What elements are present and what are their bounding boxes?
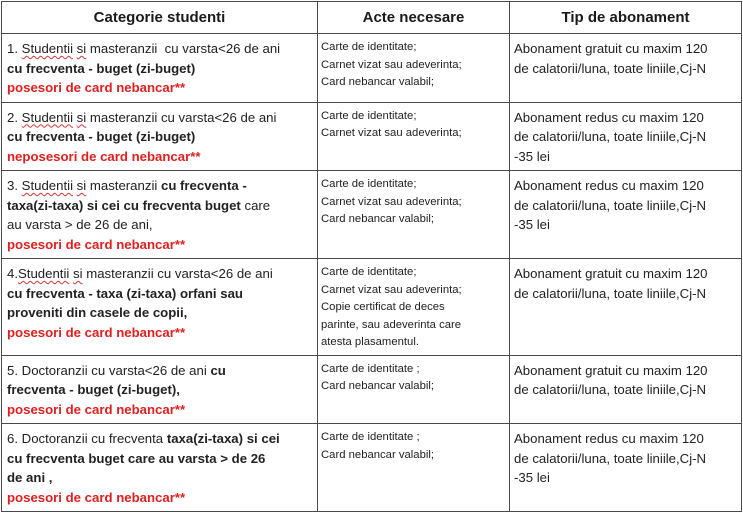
document-item: parinte, sau adeverinta care (321, 318, 462, 331)
category-text: masteranzii cu varsta<26 de ani (89, 41, 281, 56)
card-status-text: neposesori de card nebancar** (7, 148, 201, 164)
document-item: Carnet vizat sau adeverinta; (321, 127, 462, 139)
student-subscription-table (1, 1, 742, 512)
document-item: Carte de identitate; (321, 41, 417, 53)
category-text: masteranzii (89, 178, 158, 193)
header-documents: Acte necesare (318, 2, 510, 34)
document-item: Card nebancar valabil; (321, 380, 435, 392)
card-status-text: posesori de card nebancar** (7, 236, 186, 252)
category-text: Doctoranzii cu frecventa (21, 431, 164, 446)
category-bold-text: cu frecventa - taxa (zi-taxa) orfani sau (7, 285, 243, 301)
category-text: care (244, 197, 271, 213)
category-bold-text: taxa(zi-taxa) si cei (166, 431, 280, 446)
category-text: si (76, 109, 87, 125)
table-row (2, 34, 742, 103)
documents-cell (318, 259, 510, 356)
subscription-line: de calatorii/luna, toate liniile,Cj-N (514, 285, 707, 301)
document-item: atesta plasamentul. (321, 336, 419, 348)
category-cell (2, 424, 318, 512)
subscription-cell (510, 259, 742, 356)
document-item: Carte de identitate ; (321, 362, 420, 375)
row-number: 4. (7, 266, 18, 281)
subscription-line: -35 lei (514, 217, 550, 232)
category-text: si (73, 266, 83, 281)
table-row (2, 171, 742, 259)
documents-cell (318, 102, 510, 171)
category-cell (2, 102, 318, 171)
subscription-line: de calatorii/luna, toate liniile,Cj-N (514, 129, 707, 144)
category-text: masteranzii cu varsta<26 de ani (86, 266, 273, 281)
category-cell (2, 355, 318, 424)
subscription-line: Abonament gratuit cu maxim 120 (514, 266, 708, 281)
category-text: au varsta > de 26 de ani, (7, 217, 153, 232)
category-cell (2, 34, 318, 103)
document-item: Carte de identitate; (321, 266, 417, 278)
document-item: Carnet vizat sau adeverinta; (321, 283, 462, 296)
document-item: Carte de identitate; (321, 178, 417, 190)
row-number: 2. (7, 109, 18, 125)
card-status-text: posesori de card nebancar** (7, 489, 186, 505)
category-text: Studentii (18, 266, 70, 281)
row-number: 6. (7, 431, 18, 446)
subscription-cell (510, 355, 742, 424)
category-bold-text: proveniti din casele de copii, (7, 305, 188, 320)
table-row (2, 102, 742, 171)
row-number: 5. (7, 362, 18, 378)
subscription-line: de calatorii/luna, toate liniile,Cj-N (514, 197, 707, 213)
document-item: Carte de identitate ; (321, 431, 420, 443)
subscription-line: -35 lei (514, 148, 550, 164)
category-text: Doctoranzii cu varsta<26 de ani (21, 362, 207, 378)
category-bold-text: cu frecventa - (160, 178, 247, 193)
category-bold-text: cu (210, 362, 226, 378)
header-subscription: Tip de abonament (510, 2, 742, 34)
subscription-cell (510, 34, 742, 103)
document-item: Carnet vizat sau adeverinta; (321, 195, 462, 208)
category-text: Studentii (21, 109, 73, 125)
documents-cell (318, 34, 510, 103)
documents-cell (318, 171, 510, 259)
category-text: Studentii (21, 178, 73, 193)
table-row (2, 355, 742, 424)
row-number: 1. (7, 41, 18, 56)
header-row (2, 2, 742, 34)
category-bold-text: frecventa - buget (zi-buget), (7, 382, 180, 397)
subscription-line: Abonament redus cu maxim 120 (514, 431, 704, 446)
card-status-text: posesori de card nebancar** (7, 324, 186, 340)
subscription-line: -35 lei (514, 470, 550, 485)
card-status-text: posesori de card nebancar** (7, 401, 186, 417)
document-item: Card nebancar valabil; (321, 76, 435, 88)
document-item: Carnet vizat sau adeverinta; (321, 58, 462, 71)
card-status-text: posesori de card nebancar** (7, 80, 186, 95)
subscription-line: Abonament gratuit cu maxim 120 (514, 362, 708, 378)
category-text: Studentii (21, 41, 73, 56)
table-row (2, 424, 742, 512)
document-item: Carte de identitate; (321, 109, 417, 122)
subscription-cell (510, 424, 742, 512)
category-cell (2, 171, 318, 259)
document-item: Card nebancar valabil; (321, 213, 435, 225)
category-cell (2, 259, 318, 356)
category-text: masteranzii cu varsta<26 de ani (89, 109, 277, 125)
documents-cell (318, 424, 510, 512)
table-row (2, 259, 742, 356)
row-number: 3. (7, 178, 18, 193)
header-category: Categorie studenti (2, 2, 318, 34)
category-bold-text: cu frecventa - buget (zi-buget) (7, 60, 196, 76)
document-item: Copie certificat de deces (321, 301, 445, 313)
subscription-line: de calatorii/luna, toate liniile,Cj-N (514, 60, 707, 76)
category-text: si (76, 178, 87, 193)
subscription-line: Abonament redus cu maxim 120 (514, 109, 704, 125)
subscription-line: Abonament redus cu maxim 120 (514, 178, 704, 193)
category-bold-text: cu frecventa buget care au varsta > de 26 (7, 450, 266, 466)
subscription-cell (510, 171, 742, 259)
category-text: si (76, 41, 87, 56)
subscription-line: de calatorii/luna, toate liniile,Cj-N (514, 450, 707, 466)
subscription-line: de calatorii/luna, toate liniile,Cj-N (514, 382, 707, 397)
category-bold-text: taxa(zi-taxa) si cei cu frecventa buget (7, 197, 241, 213)
subscription-cell (510, 102, 742, 171)
document-item: Card nebancar valabil; (321, 448, 435, 461)
category-bold-text: de ani , (7, 470, 53, 485)
category-bold-text: cu frecventa - buget (zi-buget) (7, 129, 196, 144)
documents-cell (318, 355, 510, 424)
subscription-line: Abonament gratuit cu maxim 120 (514, 41, 708, 56)
